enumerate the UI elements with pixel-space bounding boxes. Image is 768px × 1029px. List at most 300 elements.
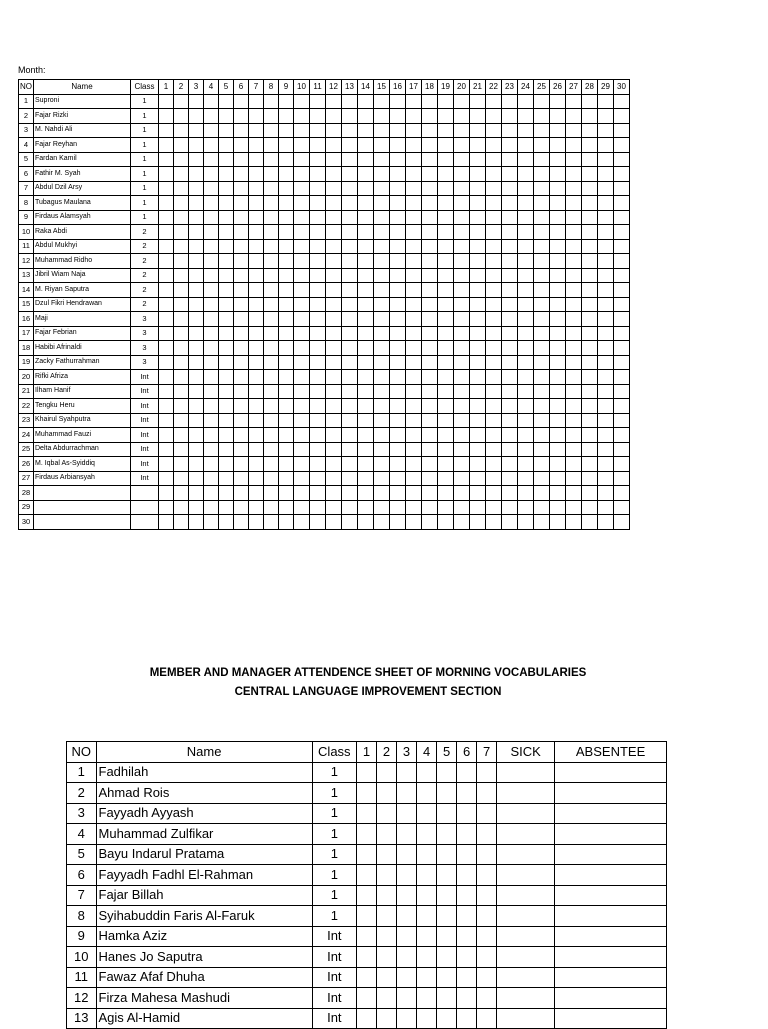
attendance-cell[interactable] [582,167,598,182]
attendance-cell[interactable] [582,341,598,356]
attendance-cell[interactable] [326,326,342,341]
attendance-cell[interactable] [376,824,396,845]
attendance-cell[interactable] [174,442,189,457]
attendance-cell[interactable] [422,326,438,341]
attendance-cell[interactable] [159,123,174,138]
attendance-cell[interactable] [174,94,189,109]
attendance-cell[interactable] [159,109,174,124]
attendance-cell[interactable] [582,486,598,501]
attendance-cell[interactable] [342,225,358,240]
attendance-cell[interactable] [598,167,614,182]
attendance-cell[interactable] [454,297,470,312]
attendance-cell[interactable] [566,341,582,356]
attendance-cell[interactable] [534,515,550,530]
attendance-cell[interactable] [249,500,264,515]
attendance-cell[interactable] [310,196,326,211]
attendance-cell[interactable] [234,312,249,327]
attendance-cell[interactable] [326,123,342,138]
attendance-cell[interactable] [294,399,310,414]
sick-cell[interactable] [497,865,555,886]
attendance-cell[interactable] [422,341,438,356]
attendance-cell[interactable] [397,844,417,865]
attendance-cell[interactable] [219,500,234,515]
attendance-cell[interactable] [189,384,204,399]
attendance-cell[interactable] [264,152,279,167]
attendance-cell[interactable] [204,109,219,124]
attendance-cell[interactable] [219,471,234,486]
attendance-cell[interactable] [390,268,406,283]
attendance-cell[interactable] [417,885,437,906]
attendance-cell[interactable] [264,138,279,153]
attendance-cell[interactable] [174,500,189,515]
attendance-cell[interactable] [502,486,518,501]
attendance-cell[interactable] [566,457,582,472]
attendance-cell[interactable] [390,94,406,109]
attendance-cell[interactable] [204,341,219,356]
attendance-cell[interactable] [342,442,358,457]
attendance-cell[interactable] [358,370,374,385]
attendance-cell[interactable] [358,254,374,269]
attendance-cell[interactable] [518,413,534,428]
attendance-cell[interactable] [614,94,630,109]
attendance-cell[interactable] [438,384,454,399]
attendance-cell[interactable] [342,413,358,428]
attendance-cell[interactable] [518,312,534,327]
attendance-cell[interactable] [582,500,598,515]
attendance-cell[interactable] [294,167,310,182]
attendance-cell[interactable] [374,312,390,327]
attendance-cell[interactable] [518,254,534,269]
attendance-cell[interactable] [486,283,502,298]
attendance-cell[interactable] [390,181,406,196]
attendance-cell[interactable] [437,988,457,1009]
attendance-cell[interactable] [234,442,249,457]
attendance-cell[interactable] [310,94,326,109]
attendance-cell[interactable] [486,167,502,182]
attendance-cell[interactable] [534,167,550,182]
attendance-cell[interactable] [438,210,454,225]
attendance-cell[interactable] [264,500,279,515]
attendance-cell[interactable] [264,167,279,182]
attendance-cell[interactable] [204,123,219,138]
attendance-cell[interactable] [438,94,454,109]
attendance-cell[interactable] [189,254,204,269]
attendance-cell[interactable] [566,442,582,457]
attendance-cell[interactable] [310,297,326,312]
attendance-cell[interactable] [582,254,598,269]
attendance-cell[interactable] [417,762,437,783]
attendance-cell[interactable] [550,413,566,428]
attendance-cell[interactable] [310,152,326,167]
attendance-cell[interactable] [566,500,582,515]
attendance-cell[interactable] [598,500,614,515]
attendance-cell[interactable] [342,297,358,312]
attendance-cell[interactable] [342,457,358,472]
attendance-cell[interactable] [174,123,189,138]
attendance-cell[interactable] [279,283,294,298]
attendance-cell[interactable] [189,167,204,182]
attendance-cell[interactable] [518,196,534,211]
attendance-cell[interactable] [454,341,470,356]
attendance-cell[interactable] [249,312,264,327]
attendance-cell[interactable] [159,370,174,385]
attendance-cell[interactable] [437,947,457,968]
attendance-cell[interactable] [486,355,502,370]
sick-cell[interactable] [497,824,555,845]
attendance-cell[interactable] [294,326,310,341]
attendance-cell[interactable] [189,486,204,501]
attendance-cell[interactable] [518,94,534,109]
absentee-cell[interactable] [555,803,667,824]
attendance-cell[interactable] [189,355,204,370]
attendance-cell[interactable] [397,783,417,804]
attendance-cell[interactable] [406,196,422,211]
attendance-cell[interactable] [457,947,477,968]
attendance-cell[interactable] [342,196,358,211]
absentee-cell[interactable] [555,967,667,988]
attendance-cell[interactable] [582,123,598,138]
attendance-cell[interactable] [437,906,457,927]
attendance-cell[interactable] [159,94,174,109]
attendance-cell[interactable] [390,297,406,312]
attendance-cell[interactable] [279,500,294,515]
attendance-cell[interactable] [174,413,189,428]
attendance-cell[interactable] [438,123,454,138]
attendance-cell[interactable] [437,762,457,783]
attendance-cell[interactable] [234,413,249,428]
attendance-cell[interactable] [326,355,342,370]
attendance-cell[interactable] [502,138,518,153]
attendance-cell[interactable] [219,326,234,341]
attendance-cell[interactable] [550,138,566,153]
attendance-cell[interactable] [470,312,486,327]
attendance-cell[interactable] [614,225,630,240]
absentee-cell[interactable] [555,926,667,947]
attendance-cell[interactable] [249,138,264,153]
attendance-cell[interactable] [204,312,219,327]
attendance-cell[interactable] [406,370,422,385]
attendance-cell[interactable] [326,283,342,298]
attendance-cell[interactable] [189,123,204,138]
attendance-cell[interactable] [374,500,390,515]
attendance-cell[interactable] [534,254,550,269]
attendance-cell[interactable] [390,239,406,254]
attendance-cell[interactable] [326,138,342,153]
attendance-cell[interactable] [486,109,502,124]
attendance-cell[interactable] [219,123,234,138]
attendance-cell[interactable] [518,399,534,414]
attendance-cell[interactable] [470,355,486,370]
attendance-cell[interactable] [518,181,534,196]
attendance-cell[interactable] [204,413,219,428]
attendance-cell[interactable] [204,152,219,167]
attendance-cell[interactable] [159,515,174,530]
sick-cell[interactable] [497,885,555,906]
attendance-cell[interactable] [406,413,422,428]
attendance-cell[interactable] [326,109,342,124]
attendance-cell[interactable] [234,297,249,312]
attendance-cell[interactable] [470,486,486,501]
attendance-cell[interactable] [174,384,189,399]
attendance-cell[interactable] [264,312,279,327]
attendance-cell[interactable] [342,471,358,486]
attendance-cell[interactable] [342,486,358,501]
attendance-cell[interactable] [326,297,342,312]
attendance-cell[interactable] [326,384,342,399]
attendance-cell[interactable] [614,515,630,530]
attendance-cell[interactable] [249,428,264,443]
attendance-cell[interactable] [159,442,174,457]
attendance-cell[interactable] [502,500,518,515]
attendance-cell[interactable] [486,326,502,341]
attendance-cell[interactable] [310,167,326,182]
attendance-cell[interactable] [374,515,390,530]
attendance-cell[interactable] [550,500,566,515]
attendance-cell[interactable] [374,442,390,457]
attendance-cell[interactable] [326,457,342,472]
attendance-cell[interactable] [502,152,518,167]
attendance-cell[interactable] [437,803,457,824]
attendance-cell[interactable] [310,515,326,530]
attendance-cell[interactable] [189,210,204,225]
attendance-cell[interactable] [264,370,279,385]
attendance-cell[interactable] [342,428,358,443]
attendance-cell[interactable] [454,225,470,240]
attendance-cell[interactable] [470,399,486,414]
attendance-cell[interactable] [422,254,438,269]
attendance-cell[interactable] [358,326,374,341]
attendance-cell[interactable] [234,471,249,486]
absentee-cell[interactable] [555,865,667,886]
attendance-cell[interactable] [518,152,534,167]
attendance-cell[interactable] [614,486,630,501]
attendance-cell[interactable] [358,94,374,109]
attendance-cell[interactable] [486,413,502,428]
attendance-cell[interactable] [422,283,438,298]
attendance-cell[interactable] [310,399,326,414]
sick-cell[interactable] [497,803,555,824]
sick-cell[interactable] [497,967,555,988]
attendance-cell[interactable] [279,471,294,486]
attendance-cell[interactable] [518,123,534,138]
attendance-cell[interactable] [598,399,614,414]
attendance-cell[interactable] [374,239,390,254]
attendance-cell[interactable] [326,181,342,196]
attendance-cell[interactable] [598,94,614,109]
attendance-cell[interactable] [326,152,342,167]
attendance-cell[interactable] [502,94,518,109]
attendance-cell[interactable] [598,196,614,211]
attendance-cell[interactable] [249,152,264,167]
attendance-cell[interactable] [159,283,174,298]
attendance-cell[interactable] [598,515,614,530]
attendance-cell[interactable] [189,297,204,312]
attendance-cell[interactable] [358,486,374,501]
attendance-cell[interactable] [598,442,614,457]
attendance-cell[interactable] [470,123,486,138]
attendance-cell[interactable] [342,370,358,385]
attendance-cell[interactable] [310,210,326,225]
absentee-cell[interactable] [555,885,667,906]
attendance-cell[interactable] [454,500,470,515]
attendance-cell[interactable] [598,341,614,356]
attendance-cell[interactable] [249,384,264,399]
attendance-cell[interactable] [438,370,454,385]
attendance-cell[interactable] [294,94,310,109]
attendance-cell[interactable] [174,109,189,124]
attendance-cell[interactable] [326,399,342,414]
attendance-cell[interactable] [566,486,582,501]
attendance-cell[interactable] [294,500,310,515]
attendance-cell[interactable] [534,399,550,414]
attendance-cell[interactable] [422,413,438,428]
attendance-cell[interactable] [279,152,294,167]
attendance-cell[interactable] [264,268,279,283]
attendance-cell[interactable] [310,341,326,356]
attendance-cell[interactable] [437,824,457,845]
attendance-cell[interactable] [406,399,422,414]
attendance-cell[interactable] [598,326,614,341]
attendance-cell[interactable] [566,471,582,486]
attendance-cell[interactable] [406,254,422,269]
attendance-cell[interactable] [582,326,598,341]
attendance-cell[interactable] [406,210,422,225]
attendance-cell[interactable] [417,947,437,968]
attendance-cell[interactable] [204,428,219,443]
attendance-cell[interactable] [358,167,374,182]
attendance-cell[interactable] [219,109,234,124]
attendance-cell[interactable] [438,457,454,472]
attendance-cell[interactable] [264,210,279,225]
attendance-cell[interactable] [470,384,486,399]
attendance-cell[interactable] [438,297,454,312]
attendance-cell[interactable] [174,370,189,385]
attendance-cell[interactable] [204,225,219,240]
attendance-cell[interactable] [189,138,204,153]
attendance-cell[interactable] [326,370,342,385]
attendance-cell[interactable] [279,225,294,240]
attendance-cell[interactable] [376,885,396,906]
attendance-cell[interactable] [550,341,566,356]
attendance-cell[interactable] [582,297,598,312]
attendance-cell[interactable] [219,413,234,428]
attendance-cell[interactable] [406,500,422,515]
attendance-cell[interactable] [159,239,174,254]
attendance-cell[interactable] [550,123,566,138]
attendance-cell[interactable] [406,181,422,196]
attendance-cell[interactable] [582,413,598,428]
attendance-cell[interactable] [397,824,417,845]
attendance-cell[interactable] [486,138,502,153]
attendance-cell[interactable] [518,428,534,443]
attendance-cell[interactable] [454,471,470,486]
attendance-cell[interactable] [219,457,234,472]
attendance-cell[interactable] [566,196,582,211]
attendance-cell[interactable] [406,123,422,138]
attendance-cell[interactable] [406,297,422,312]
attendance-cell[interactable] [358,341,374,356]
attendance-cell[interactable] [390,500,406,515]
attendance-cell[interactable] [477,762,497,783]
attendance-cell[interactable] [159,471,174,486]
attendance-cell[interactable] [264,109,279,124]
attendance-cell[interactable] [264,297,279,312]
attendance-cell[interactable] [326,486,342,501]
attendance-cell[interactable] [454,413,470,428]
attendance-cell[interactable] [582,442,598,457]
attendance-cell[interactable] [326,428,342,443]
attendance-cell[interactable] [582,196,598,211]
sick-cell[interactable] [497,926,555,947]
attendance-cell[interactable] [279,196,294,211]
attendance-cell[interactable] [486,341,502,356]
attendance-cell[interactable] [470,138,486,153]
attendance-cell[interactable] [417,988,437,1009]
attendance-cell[interactable] [376,967,396,988]
attendance-cell[interactable] [219,268,234,283]
attendance-cell[interactable] [486,254,502,269]
attendance-cell[interactable] [159,268,174,283]
attendance-cell[interactable] [454,181,470,196]
attendance-cell[interactable] [534,341,550,356]
attendance-cell[interactable] [174,283,189,298]
attendance-cell[interactable] [358,225,374,240]
attendance-cell[interactable] [174,268,189,283]
attendance-cell[interactable] [374,428,390,443]
attendance-cell[interactable] [422,442,438,457]
attendance-cell[interactable] [294,268,310,283]
attendance-cell[interactable] [422,515,438,530]
attendance-cell[interactable] [219,181,234,196]
attendance-cell[interactable] [454,94,470,109]
attendance-cell[interactable] [550,326,566,341]
attendance-cell[interactable] [159,196,174,211]
attendance-cell[interactable] [219,210,234,225]
attendance-cell[interactable] [550,94,566,109]
attendance-cell[interactable] [397,762,417,783]
attendance-cell[interactable] [406,312,422,327]
attendance-cell[interactable] [598,152,614,167]
attendance-cell[interactable] [518,167,534,182]
attendance-cell[interactable] [189,94,204,109]
attendance-cell[interactable] [189,457,204,472]
attendance-cell[interactable] [422,152,438,167]
attendance-cell[interactable] [234,326,249,341]
attendance-cell[interactable] [249,399,264,414]
attendance-cell[interactable] [438,515,454,530]
attendance-cell[interactable] [470,268,486,283]
attendance-cell[interactable] [234,123,249,138]
attendance-cell[interactable] [438,442,454,457]
attendance-cell[interactable] [376,783,396,804]
attendance-cell[interactable] [438,326,454,341]
attendance-cell[interactable] [294,254,310,269]
attendance-cell[interactable] [550,442,566,457]
attendance-cell[interactable] [406,442,422,457]
attendance-cell[interactable] [470,515,486,530]
attendance-cell[interactable] [454,210,470,225]
attendance-cell[interactable] [438,341,454,356]
attendance-cell[interactable] [454,167,470,182]
attendance-cell[interactable] [376,906,396,927]
attendance-cell[interactable] [417,844,437,865]
attendance-cell[interactable] [470,500,486,515]
attendance-cell[interactable] [342,109,358,124]
attendance-cell[interactable] [477,885,497,906]
attendance-cell[interactable] [204,399,219,414]
attendance-cell[interactable] [326,94,342,109]
attendance-cell[interactable] [310,254,326,269]
